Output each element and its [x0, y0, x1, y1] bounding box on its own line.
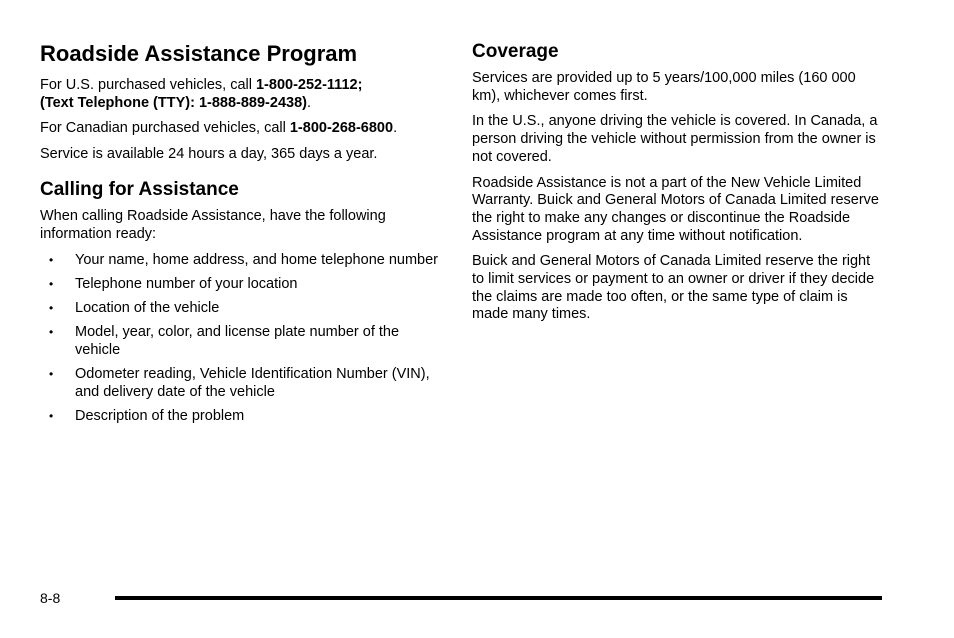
- coverage-paragraph: Buick and General Motors of Canada Limited reserve the right to limit services or payment to an owner or driver if they decide the claims are made too often, or the same type of claim is made many times.: [472, 253, 875, 323]
- list-item-text: Telephone number of your location: [75, 276, 298, 293]
- page-number: 8-8: [40, 590, 61, 606]
- coverage-heading: Coverage: [472, 41, 559, 62]
- list-item-text: Your name, home address, and home telephone number: [75, 252, 439, 269]
- coverage-paragraph: Roadside Assistance is not a part of the New Vehicle Limited Warranty. Buick and General Motors of Canada Limited reserve the right to make any changes or discontinue the Roadside Assistance program at any time without notification.: [472, 174, 879, 244]
- footer-rule: [115, 596, 882, 600]
- tty-phone-number: (Text Telephone (TTY): 1-888-889-2438): [40, 94, 307, 111]
- canada-phone-prefix: For Canadian purchased vehicles, call: [40, 120, 290, 137]
- bullet-icon: •: [49, 253, 54, 268]
- bullet-icon: •: [49, 277, 54, 292]
- left-column: [40, 40, 445, 431]
- list-item-text: Description of the problem: [75, 408, 245, 425]
- us-phone-number: 1-800-252-1112;: [255, 77, 363, 93]
- us-phone-prefix: For U.S. purchased vehicles, call: [40, 77, 256, 93]
- calling-heading: Calling for Assistance: [40, 178, 239, 200]
- list-item-text: Odometer reading, Vehicle Identification Number (VIN), and delivery date of the vehicle: [75, 366, 430, 401]
- list-item: [40, 299, 445, 317]
- canada-phone-paragraph: [40, 120, 445, 138]
- canada-phone-suffix: .: [393, 120, 398, 137]
- list-item: [40, 365, 445, 401]
- us-phone-paragraph: [40, 77, 445, 112]
- list-item: [40, 407, 445, 425]
- bullet-icon: •: [49, 301, 54, 316]
- list-item-text: Location of the vehicle: [75, 300, 220, 317]
- bullet-icon: •: [49, 409, 54, 424]
- coverage-paragraph: Services are provided up to 5 years/100,000 miles (160 000 km), whichever comes first.: [472, 70, 856, 104]
- coverage-paragraph: In the U.S., anyone driving the vehicle is covered. In Canada, a person driving the vehicle without permission from the owner is not covered.: [472, 113, 878, 165]
- section-title: Roadside Assistance Program: [40, 41, 358, 66]
- list-item: [40, 323, 445, 359]
- bullet-icon: •: [49, 325, 54, 340]
- right-column: [472, 40, 882, 332]
- canada-phone-number: 1-800-268-6800: [289, 120, 394, 137]
- us-phone-suffix: .: [306, 94, 312, 111]
- list-item: [40, 251, 445, 269]
- availability-paragraph: Service is available 24 hours a day, 365 days a year.: [40, 146, 378, 163]
- list-item-text: Model, year, color, and license plate number of the vehicle: [75, 324, 400, 359]
- list-item: [40, 275, 445, 293]
- calling-intro: When calling Roadside Assistance, have the following information ready:: [40, 207, 386, 242]
- bullet-icon: •: [49, 367, 54, 382]
- info-list: [40, 251, 445, 425]
